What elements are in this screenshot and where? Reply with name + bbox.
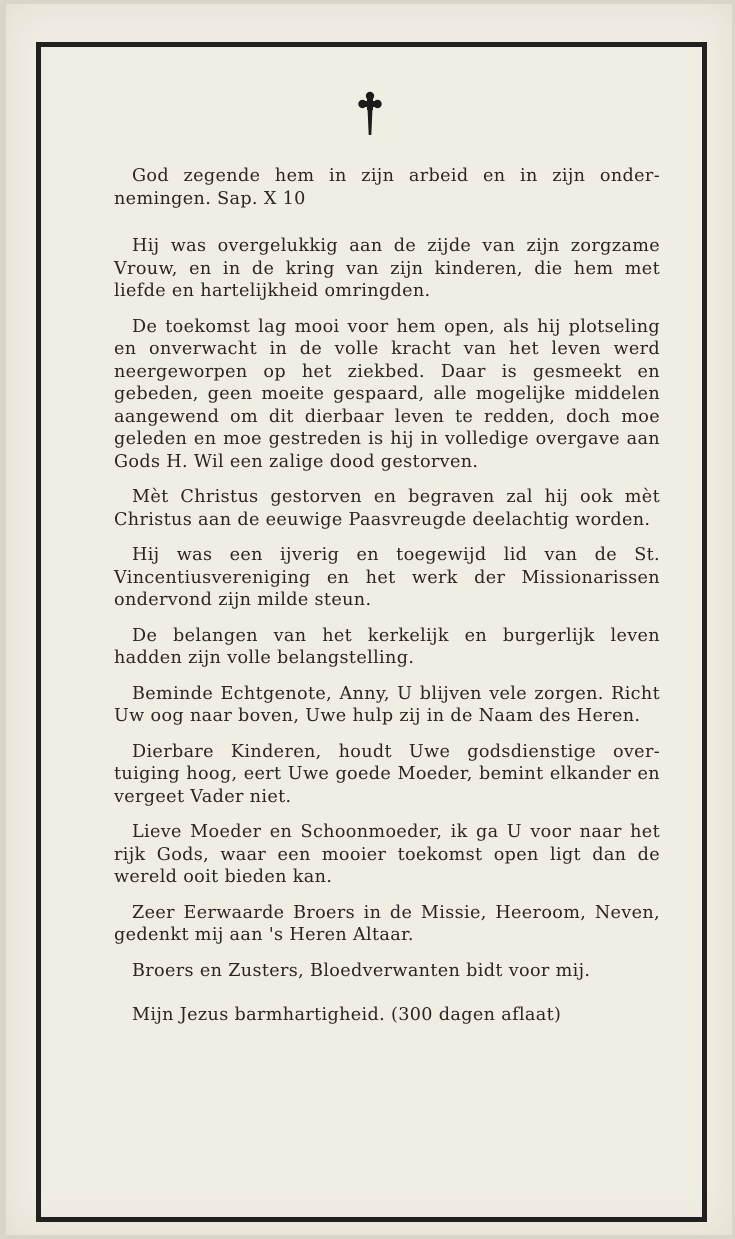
paragraph-christ: Mèt Christus gestorven en begraven zal hij ook mèt Christus aan de eeuwige Paasvreugde deelachtig worden.: [114, 487, 660, 530]
latin-cross-icon: [355, 90, 385, 138]
paragraph-brothers-mission: Zeer Eerwaarde Broers in de Missie, Heeroom, Neven, gedenkt mij aan 's Heren Altaar.: [114, 902, 660, 945]
paragraph-wife: Beminde Echtgenote, Anny, U blijven vele zorgen. Richt Uw oog naar boven, Uwe hulp zij in de Naam des Heren.: [114, 683, 660, 726]
closing-prayer: Mijn Jezus barmhartigheid. (300 dagen aflaat): [132, 1005, 562, 1025]
paragraph-illness: De toekomst lag mooi voor hem open, als hij plotseling en onverwacht in de volle kracht van het leven werd neergeworpen op het ziekbed. Daar is gesmeekt en gebeden, geen moeite gespaard, alle mogelijke middelen aangewend om dit dierbaar leven te redden, doch moe geleden en moe gestreden is hij in volledige overgave aan Gods H. Wil een zalige dood gestorven.: [114, 316, 660, 472]
opening-verse: God zegende hem in zijn arbeid en in zijn onder-nemingen. Sap. X 10: [114, 166, 660, 209]
paragraph-mother: Lieve Moeder en Schoonmoeder, ik ga U voor naar het rijk Gods, waar een mooier toekomst open ligt dan de wereld ooit bieden kan.: [114, 822, 660, 887]
paragraph-siblings: Broers en Zusters, Bloedverwanten bidt voor mij.: [132, 960, 591, 981]
memorial-text: [114, 165, 660, 1040]
paragraph-children: Dierbare Kinderen, houdt Uwe godsdienstige over-tuiging hoog, eert Uwe goede Moeder, bemint elkander en vergeet Vader niet.: [114, 741, 660, 807]
paragraph-interests: De belangen van het kerkelijk en burgerlijk leven hadden zijn volle belangstelling.: [114, 625, 660, 668]
memorial-card: [6, 4, 732, 1235]
paragraph-family: Hij was overgelukkig aan de zijde van zijn zorgzame Vrouw, en in de kring van zijn kinderen, die hem met liefde en hartelijkheid omringden.: [114, 236, 660, 301]
paragraph-vincentius: Hij was een ijverig en toegewijd lid van de St. Vincentiusvereniging en het werk der Missionarissen ondervond zijn milde steun.: [114, 545, 660, 610]
